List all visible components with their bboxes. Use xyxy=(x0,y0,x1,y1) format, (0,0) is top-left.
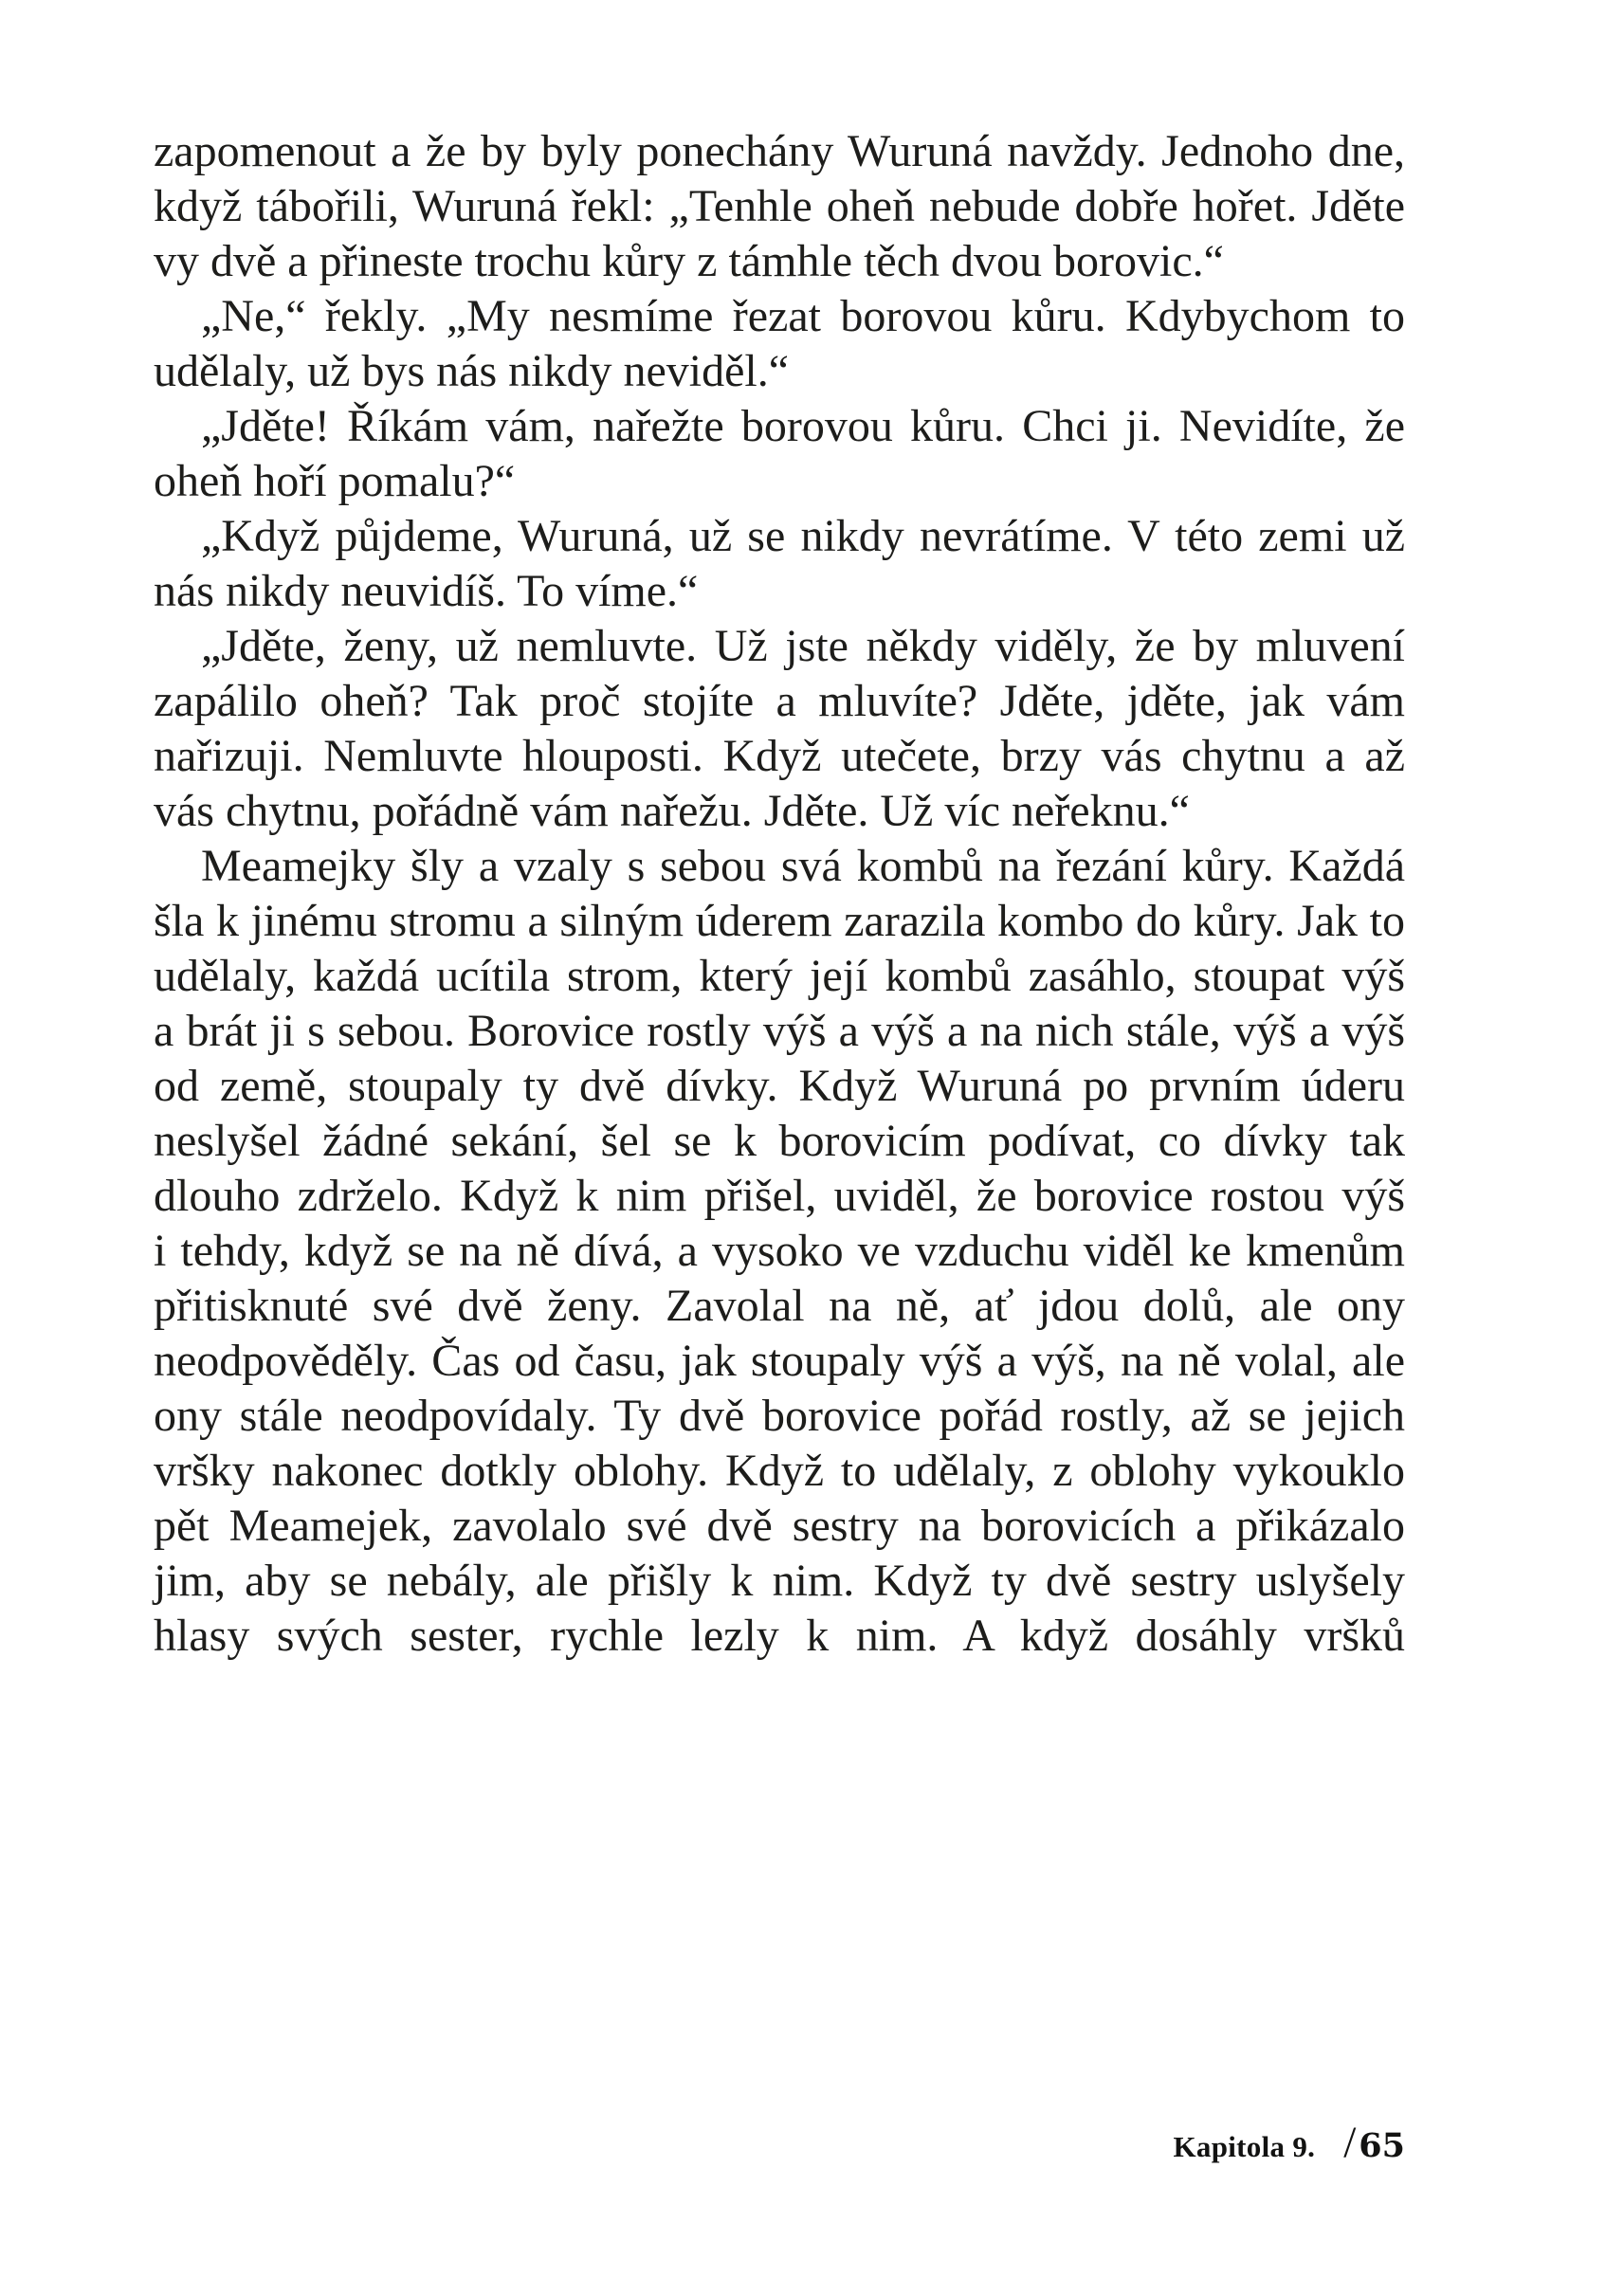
text-line: šla k jinému stromu a silným úderem zarazila kombo do kůry. Jak to xyxy=(154,896,1405,946)
text-line: pět Meamejek, zavolalo své dvě sestry na borovicích a přikázalo xyxy=(154,1501,1405,1551)
text-line: „Když půjdeme, Wuruná, už se nikdy nevrátíme. V této zemi už xyxy=(201,511,1405,561)
text-line: hlasy svých sester, rychle lezly k nim. A když dosáhly vršků xyxy=(154,1611,1405,1661)
paragraph xyxy=(154,289,1405,399)
text-line: i tehdy, když se na ně dívá, a vysoko ve vzduchu viděl ke kmenům xyxy=(154,1226,1405,1276)
text-line: přitisknuté své dvě ženy. Zavolal na ně, ať jdou dolů, ale ony xyxy=(154,1281,1405,1331)
text-line: když tábořili, Wuruná řekl: „Tenhle oheň nebude dobře hořet. Jděte xyxy=(154,181,1405,231)
text-line: oheň hoří pomalu?“ xyxy=(154,456,516,506)
text-line: „Ne,“ řekly. „My nesmíme řezat borovou kůru. Kdybychom to xyxy=(201,291,1405,341)
text-line: udělaly, každá ucítila strom, který její kombů zasáhlo, stoupat výš xyxy=(154,951,1405,1001)
paragraph xyxy=(154,619,1405,839)
text-line: od země, stoupaly ty dvě dívky. Když Wuruná po prvním úderu xyxy=(154,1061,1405,1111)
text-line: zapomenout a že by byly ponechány Wuruná navždy. Jednoho dne, xyxy=(154,126,1405,176)
text-line: zapálilo oheň? Tak proč stojíte a mluvíte? Jděte, jděte, jak vám xyxy=(154,676,1405,726)
text-line: „Jděte! Říkám vám, nařežte borovou kůru. Chci ji. Nevidíte, že xyxy=(201,401,1405,451)
page-footer: Kapitola 9. / 65 xyxy=(1173,2118,1405,2167)
chapter-label: Kapitola 9. xyxy=(1173,2130,1316,2163)
text-line: dlouho zdrželo. Když k nim přišel, uviděl, že borovice rostou výš xyxy=(154,1171,1405,1221)
page-number: 65 xyxy=(1359,2126,1405,2165)
text-line: nás nikdy neuvidíš. To víme.“ xyxy=(154,566,699,616)
text-line: jim, aby se nebály, ale přišly k nim. Když ty dvě sestry uslyšely xyxy=(154,1556,1405,1606)
text-line: nařizuji. Nemluvte hlouposti. Když utečete, brzy vás chytnu a až xyxy=(154,731,1405,781)
text-line: Meamejky šly a vzaly s sebou svá kombů na řezání kůry. Každá xyxy=(201,841,1405,891)
text-block xyxy=(154,124,1405,1664)
text-line: vršky nakonec dotkly oblohy. Když to udělaly, z oblohy vykouklo xyxy=(154,1446,1405,1496)
paragraph xyxy=(154,124,1405,289)
paragraph xyxy=(154,509,1405,619)
text-line: a brát ji s sebou. Borovice rostly výš a výš a na nich stále, výš a výš xyxy=(154,1006,1405,1056)
text-line: neslyšel žádné sekání, šel se k borovicím podívat, co dívky tak xyxy=(154,1116,1405,1166)
text-line: ony stále neodpovídaly. Ty dvě borovice pořád rostly, až se jejich xyxy=(154,1391,1405,1441)
paragraph xyxy=(154,399,1405,509)
paragraph xyxy=(154,839,1405,1664)
text-line: „Jděte, ženy, už nemluvte. Už jste někdy viděly, že by mluvení xyxy=(201,621,1405,671)
text-line: vy dvě a přineste trochu kůry z támhle těch dvou borovic.“ xyxy=(154,236,1224,286)
text-line: udělaly, už bys nás nikdy neviděl.“ xyxy=(154,346,790,396)
text-line: vás chytnu, pořádně vám nařežu. Jděte. Už víc neřeknu.“ xyxy=(154,786,1190,836)
text-line: neodpověděly. Čas od času, jak stoupaly výš a výš, na ně volal, ale xyxy=(154,1336,1405,1386)
